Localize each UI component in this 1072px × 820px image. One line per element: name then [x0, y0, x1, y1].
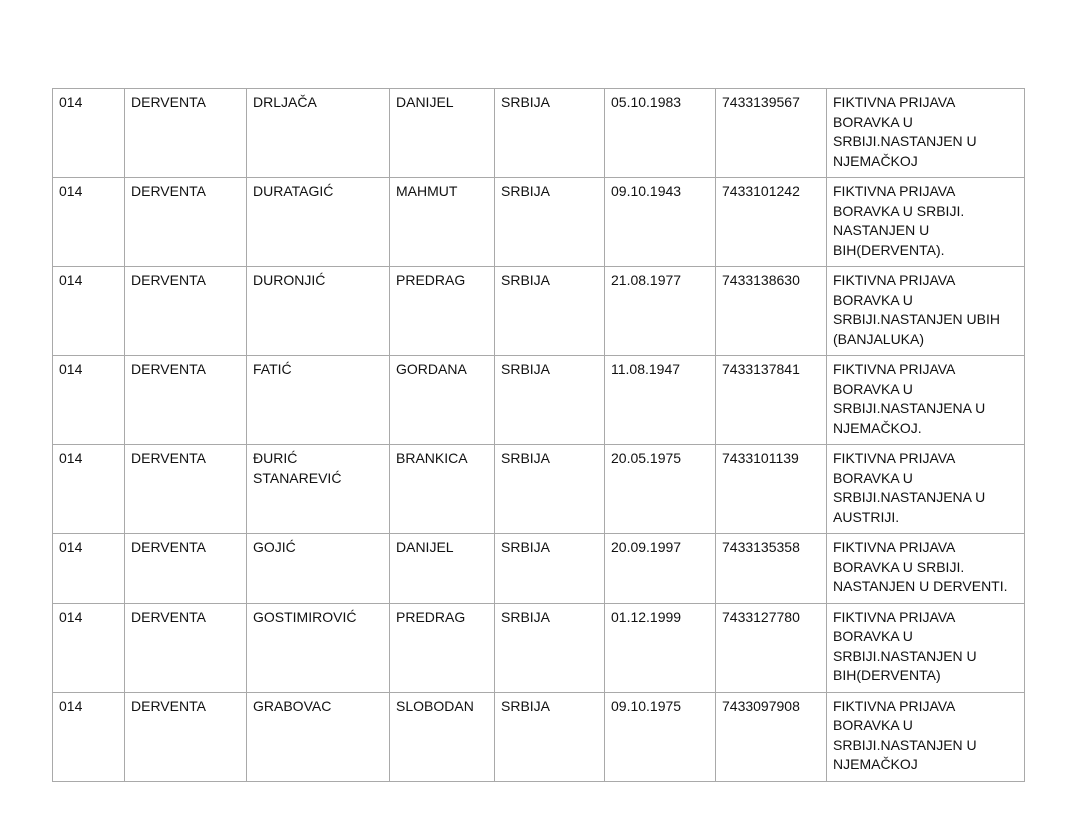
cell-date: 01.12.1999 [605, 603, 716, 692]
cell-municipality: DERVENTA [125, 267, 247, 356]
cell-code: 014 [53, 445, 125, 534]
cell-date: 21.08.1977 [605, 267, 716, 356]
table-row [53, 445, 1025, 534]
cell-surname: DRLJAČA [247, 89, 390, 178]
cell-number: 7433138630 [716, 267, 827, 356]
cell-date: 20.09.1997 [605, 534, 716, 604]
cell-note: FIKTIVNA PRIJAVA BORAVKA U SRBIJI.NASTANJEN U BIH(DERVENTA) [827, 603, 1025, 692]
cell-municipality: DERVENTA [125, 356, 247, 445]
cell-date: 20.05.1975 [605, 445, 716, 534]
cell-surname: GOSTIMIROVIĆ [247, 603, 390, 692]
cell-country: SRBIJA [495, 603, 605, 692]
cell-municipality: DERVENTA [125, 603, 247, 692]
cell-note: FIKTIVNA PRIJAVA BORAVKA U SRBIJI.NASTANJEN U NJEMAČKOJ [827, 692, 1025, 781]
cell-number: 7433101242 [716, 178, 827, 267]
cell-date: 11.08.1947 [605, 356, 716, 445]
cell-country: SRBIJA [495, 267, 605, 356]
cell-date: 05.10.1983 [605, 89, 716, 178]
cell-first-name: GORDANA [390, 356, 495, 445]
cell-country: SRBIJA [495, 178, 605, 267]
cell-first-name: BRANKICA [390, 445, 495, 534]
cell-note: FIKTIVNA PRIJAVA BORAVKA U SRBIJI.NASTANJENA U AUSTRIJI. [827, 445, 1025, 534]
cell-note: FIKTIVNA PRIJAVA BORAVKA U SRBIJI. NASTANJEN U BIH(DERVENTA). [827, 178, 1025, 267]
cell-country: SRBIJA [495, 356, 605, 445]
cell-first-name: PREDRAG [390, 267, 495, 356]
table-row [53, 356, 1025, 445]
cell-first-name: PREDRAG [390, 603, 495, 692]
cell-first-name: SLOBODAN [390, 692, 495, 781]
cell-date: 09.10.1943 [605, 178, 716, 267]
cell-country: SRBIJA [495, 534, 605, 604]
cell-note: FIKTIVNA PRIJAVA BORAVKA U SRBIJI. NASTANJEN U DERVENTI. [827, 534, 1025, 604]
cell-first-name: DANIJEL [390, 89, 495, 178]
cell-number: 7433097908 [716, 692, 827, 781]
cell-number: 7433101139 [716, 445, 827, 534]
cell-surname: GOJIĆ [247, 534, 390, 604]
cell-note: FIKTIVNA PRIJAVA BORAVKA U SRBIJI.NASTANJEN U NJEMAČKOJ [827, 89, 1025, 178]
cell-number: 7433135358 [716, 534, 827, 604]
cell-number: 7433137841 [716, 356, 827, 445]
cell-code: 014 [53, 356, 125, 445]
cell-surname: ĐURIĆ STANAREVIĆ [247, 445, 390, 534]
cell-number: 7433139567 [716, 89, 827, 178]
table-row [53, 534, 1025, 604]
cell-municipality: DERVENTA [125, 445, 247, 534]
table-row [53, 89, 1025, 178]
table-row [53, 178, 1025, 267]
cell-country: SRBIJA [495, 445, 605, 534]
cell-municipality: DERVENTA [125, 178, 247, 267]
cell-country: SRBIJA [495, 89, 605, 178]
cell-municipality: DERVENTA [125, 692, 247, 781]
table-row [53, 692, 1025, 781]
cell-code: 014 [53, 178, 125, 267]
cell-code: 014 [53, 534, 125, 604]
cell-surname: FATIĆ [247, 356, 390, 445]
cell-code: 014 [53, 89, 125, 178]
cell-first-name: DANIJEL [390, 534, 495, 604]
cell-first-name: MAHMUT [390, 178, 495, 267]
cell-number: 7433127780 [716, 603, 827, 692]
table-row [53, 267, 1025, 356]
table-row [53, 603, 1025, 692]
cell-surname: DURONJIĆ [247, 267, 390, 356]
cell-code: 014 [53, 603, 125, 692]
cell-country: SRBIJA [495, 692, 605, 781]
cell-municipality: DERVENTA [125, 534, 247, 604]
cell-note: FIKTIVNA PRIJAVA BORAVKA U SRBIJI.NASTANJEN UBIH (BANJALUKA) [827, 267, 1025, 356]
cell-date: 09.10.1975 [605, 692, 716, 781]
cell-surname: GRABOVAC [247, 692, 390, 781]
records-table [52, 88, 1025, 782]
cell-code: 014 [53, 267, 125, 356]
cell-code: 014 [53, 692, 125, 781]
cell-note: FIKTIVNA PRIJAVA BORAVKA U SRBIJI.NASTANJENA U NJEMAČKOJ. [827, 356, 1025, 445]
cell-surname: DURATAGIĆ [247, 178, 390, 267]
cell-municipality: DERVENTA [125, 89, 247, 178]
